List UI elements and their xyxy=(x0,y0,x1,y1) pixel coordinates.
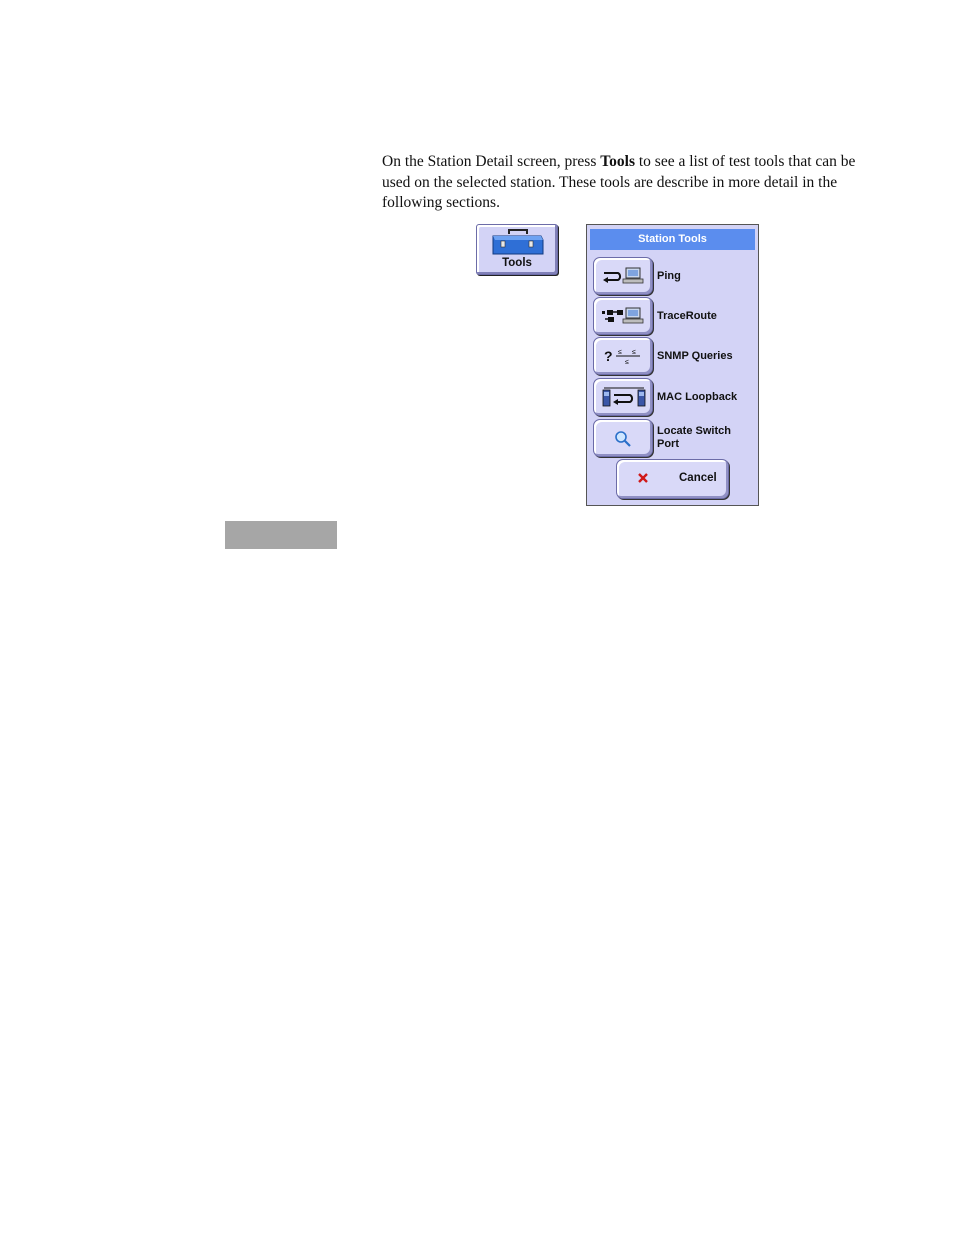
ping-icon xyxy=(600,265,648,287)
ping-button[interactable] xyxy=(593,257,653,295)
cancel-label: Cancel xyxy=(679,472,717,484)
svg-text:≤: ≤ xyxy=(625,359,629,366)
locate-switch-port-button[interactable] xyxy=(593,419,653,457)
svg-text:?: ? xyxy=(604,348,613,364)
mac-loopback-label: MAC Loopback xyxy=(657,390,738,403)
tool-row-traceroute xyxy=(593,297,755,335)
tools-button[interactable] xyxy=(476,224,558,275)
locate-switch-port-label: Locate Switch Port xyxy=(657,425,731,450)
tools-button-label: Tools xyxy=(502,257,532,269)
station-tools-title: Station Tools xyxy=(590,229,755,250)
svg-text:≤: ≤ xyxy=(618,349,622,356)
intro-text-bold: Tools xyxy=(600,153,635,170)
intro-text-before: On the Station Detail screen, press xyxy=(382,153,601,170)
tool-row-snmp xyxy=(593,337,755,375)
tool-row-locate-switch-port xyxy=(593,419,755,457)
snmp-query-icon xyxy=(600,345,648,367)
snmp-queries-label: SNMP Queries xyxy=(657,349,733,362)
intro-paragraph xyxy=(382,152,862,214)
mac-loopback-icon xyxy=(600,386,648,410)
magnifier-icon xyxy=(600,427,648,449)
margin-gray-bar xyxy=(225,521,337,549)
snmp-queries-button[interactable] xyxy=(593,337,653,375)
svg-text:≤: ≤ xyxy=(632,349,636,356)
tool-row-mac-loopback xyxy=(593,378,755,416)
tool-row-ping xyxy=(593,257,755,295)
cancel-button[interactable] xyxy=(616,459,729,499)
close-x-icon xyxy=(637,472,649,484)
intro-text-after: to see a list of test tools that can be used on the selected station. These tools are describe in more detail in the following sections. xyxy=(382,153,856,211)
traceroute-label: TraceRoute xyxy=(657,309,717,322)
ping-label: Ping xyxy=(657,269,681,282)
traceroute-icon xyxy=(600,305,648,327)
station-tools-panel xyxy=(586,224,759,506)
mac-loopback-button[interactable] xyxy=(593,378,653,416)
traceroute-button[interactable] xyxy=(593,297,653,335)
